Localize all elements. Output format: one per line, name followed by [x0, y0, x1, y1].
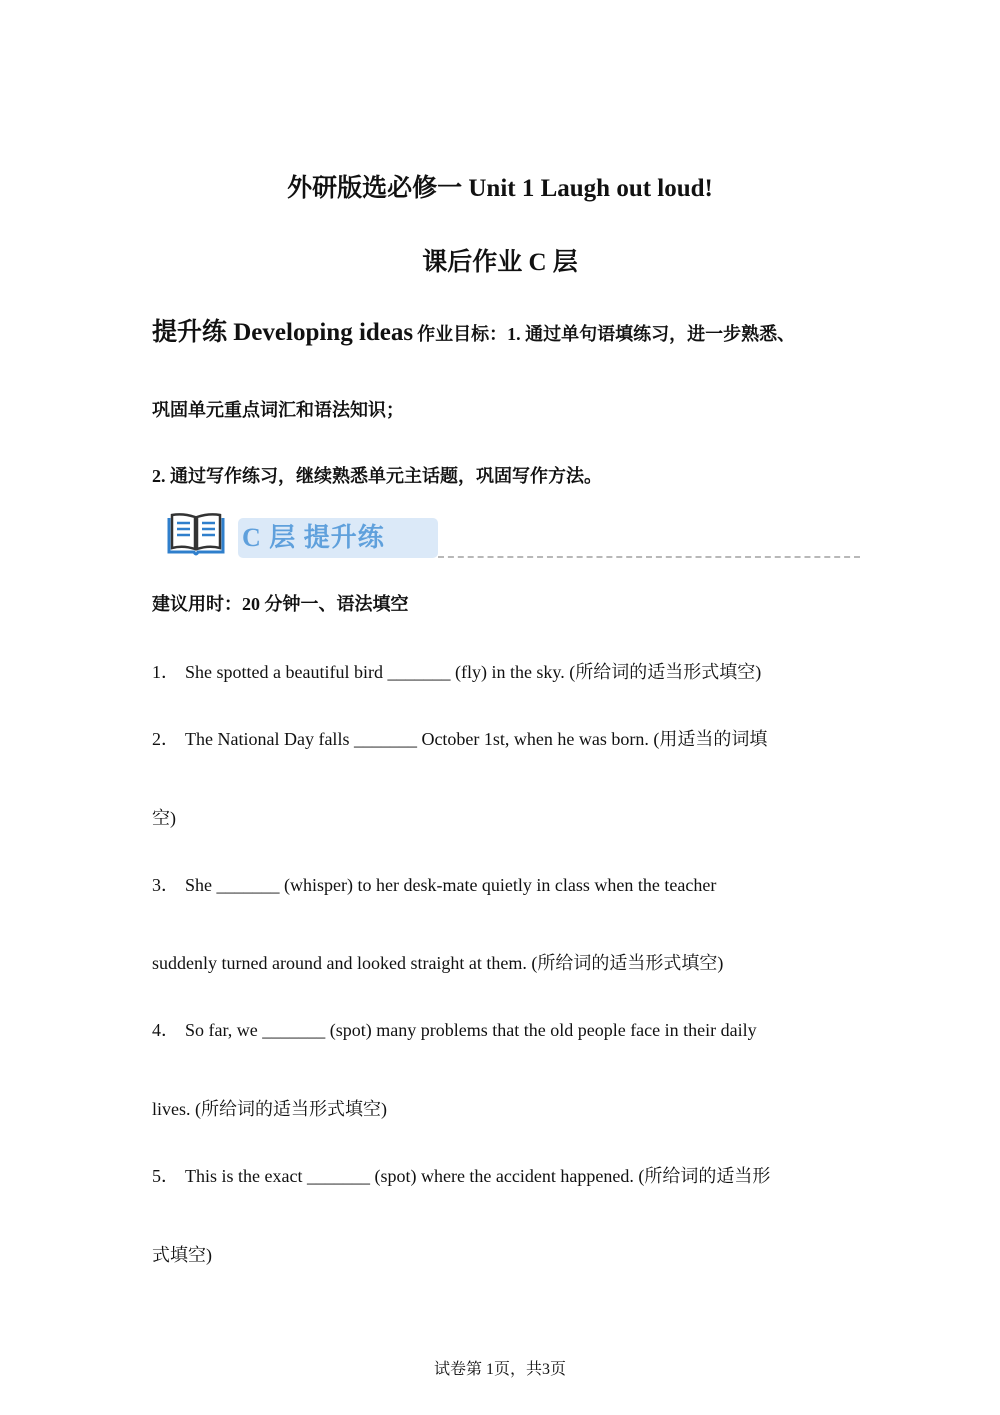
question-2 [152, 725, 767, 751]
question-text: So far, we _______ (spot) many problems that the old people face in their daily [185, 1020, 757, 1040]
banner-label: C 层 提升练 [238, 518, 438, 558]
question-4 [152, 1016, 757, 1042]
developing-heading: 提升练 Developing ideas [152, 319, 414, 346]
goal-line-2: 巩固单元重点词汇和语法知识； [152, 400, 404, 420]
question-number: 2． [152, 729, 179, 749]
question-text: She spotted a beautiful bird _______ (fly) in the sky. (所给词的适当形式填空) [185, 662, 762, 682]
page-footer: 试卷第 1页，共3页 [433, 1361, 566, 1378]
page-subtitle: 课后作业 C 层 [422, 249, 578, 276]
question-1 [152, 658, 761, 684]
question-number: 5． [152, 1166, 179, 1186]
time-and-section-line: 建议用时：20 分钟一、语法填空 [152, 594, 409, 614]
question-text: The National Day falls _______ October 1st, when he was born. (用适当的词填 [185, 729, 768, 749]
question-2-continuation: 空) [152, 808, 176, 828]
question-3-continuation: suddenly turned around and looked straight at them. (所给词的适当形式填空) [152, 953, 724, 973]
goal-line-3: 2. 通过写作练习，继续熟悉单元主话题，巩固写作方法。 [152, 466, 602, 486]
developing-heading-line [152, 312, 872, 348]
page-title: 外研版选必修一 Unit 1 Laugh out loud! [287, 175, 713, 202]
goal-line-1: 1. 通过单句语填练习，进一步熟悉、 [507, 324, 796, 344]
open-book-icon [165, 512, 227, 558]
question-number: 3． [152, 875, 179, 895]
question-3 [152, 871, 716, 897]
goal-label: 作业目标： [417, 324, 508, 344]
question-number: 1． [152, 662, 179, 682]
banner-divider [438, 556, 860, 558]
question-5-continuation: 式填空) [152, 1245, 212, 1265]
question-text: She _______ (whisper) to her desk-mate quietly in class when the teacher [185, 875, 717, 895]
question-number: 4． [152, 1020, 179, 1040]
question-4-continuation: lives. (所给词的适当形式填空) [152, 1099, 387, 1119]
section-banner [165, 512, 865, 562]
question-text: This is the exact _______ (spot) where the accident happened. (所给词的适当形 [185, 1166, 771, 1186]
question-5 [152, 1162, 770, 1188]
